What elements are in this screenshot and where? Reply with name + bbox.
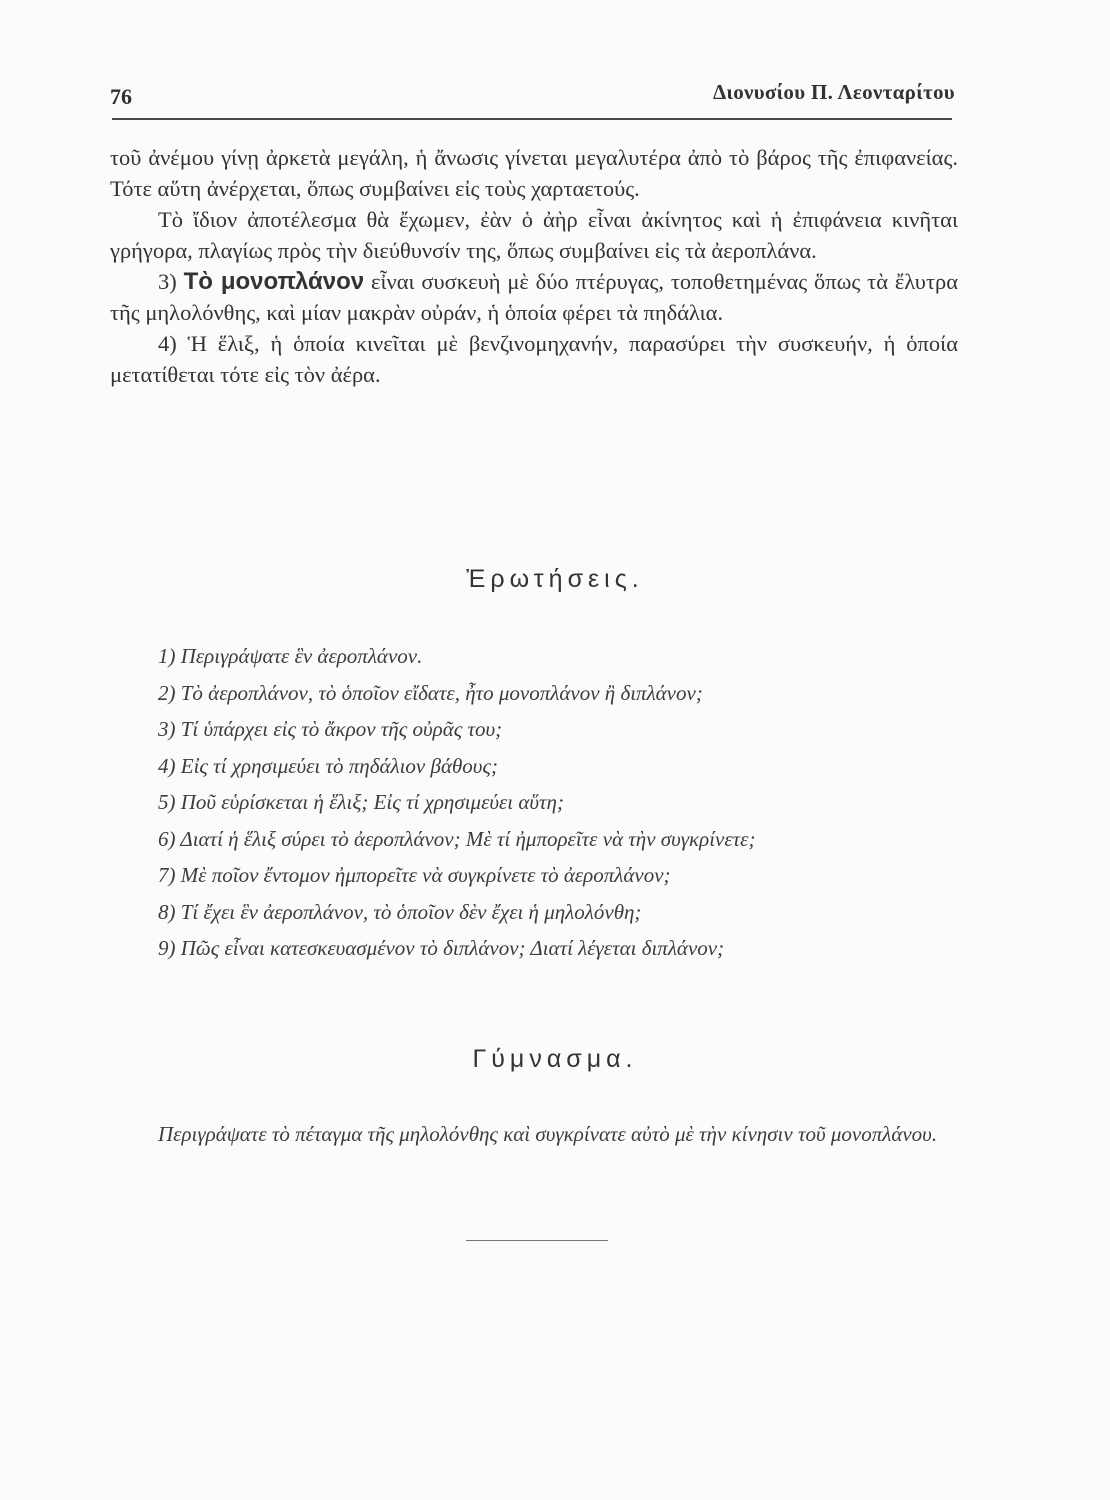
paragraph-3-text: εἶναι συσκευὴ μὲ δύο πτέρυγας, τοποθετημένας ὅπως τὰ ἔλυτρα τῆς μηλολόνθης, καὶ μίαν μακρὰν οὐράν, ἡ ὁποία φέρει τὰ πηδάλια. <box>110 269 959 325</box>
question-item: 2) Τὸ ἀεροπλάνον, τὸ ὁποῖον εἴδατε, ἦτο μονοπλάνον ἢ διπλάνον; <box>158 680 703 705</box>
exercise-heading-wrap <box>0 1045 1110 1074</box>
question-item: 9) Πῶς εἶναι κατεσκευασμένον τὸ διπλάνον; Διατί λέγεται διπλάνον; <box>158 936 725 960</box>
questions-list <box>110 638 960 967</box>
end-rule <box>466 1240 608 1241</box>
body-text <box>110 142 958 390</box>
question-item: 7) Μὲ ποῖον ἔντομον ἠμπορεῖτε νὰ συγκρίνετε τὸ ἀεροπλάνον; <box>158 863 671 887</box>
question-item: 5) Ποῦ εὑρίσκεται ἡ ἕλιξ; Εἰς τί χρησιμεύει αὕτη; <box>158 790 564 814</box>
running-head: Διονυσίου Π. Λεονταρίτου <box>712 80 955 104</box>
exercise-heading: Γύμνασμα. <box>472 1045 638 1073</box>
paragraph-3 <box>110 266 958 328</box>
page-header <box>110 76 955 116</box>
header-rule <box>112 118 952 120</box>
questions-heading: Ἐρωτήσεις. <box>466 565 644 593</box>
paragraph-4: 4) Ἡ ἕλιξ, ἡ ὁποία κινεῖται μὲ βενζινομηχανήν, παρασύρει τὴν συσκευήν, ἡ ὁποία μετατίθεται τότε εἰς τὸν ἀέρα. <box>110 331 958 387</box>
paragraph-2: Τὸ ἴδιον ἀποτέλεσμα θὰ ἔχωμεν, ἐὰν ὁ ἀὴρ εἶναι ἀκίνητος καὶ ἡ ἐπιφάνεια κινῆται γρήγορα, πλαγίως πρὸς τὴν διεύθυνσίν της, ὅπως συμβαίνει εἰς τὰ ἀεροπλάνα. <box>110 207 958 263</box>
question-item: 8) Τί ἔχει ἓν ἀεροπλάνον, τὸ ὁποῖον δὲν ἔχει ἡ μηλολόνθη; <box>158 899 642 924</box>
monoplane-term: Τὸ μονοπλάνον <box>183 268 365 295</box>
paragraph-3-number: 3) <box>158 269 177 294</box>
questions-heading-wrap <box>0 565 1110 594</box>
exercise-text: Περιγράψατε τὸ πέταγμα τῆς μηλολόνθης καὶ συγκρίνατε αὐτὸ μὲ τὴν κίνησιν τοῦ μονοπλάνου. <box>158 1122 938 1146</box>
question-item: 6) Διατί ἡ ἕλιξ σύρει τὸ ἀεροπλάνον; Μὲ τί ἠμπορεῖτε νὰ τὴν συγκρίνετε; <box>158 826 756 851</box>
question-item: 1) Περιγράψατε ἓν ἀεροπλάνον. <box>158 644 423 668</box>
paragraph-1: τοῦ ἀνέμου γίνῃ ἀρκετὰ μεγάλη, ἡ ἄνωσις γίνεται μεγαλυτέρα ἀπὸ τὸ βάρος τῆς ἐπιφανείας. Τότε αὕτη ἀνέρχεται, ὅπως συμβαίνει εἰς τοὺς χαρταετούς. <box>110 145 958 201</box>
page-number: 76 <box>110 84 132 109</box>
question-item: 3) Τί ὑπάρχει εἰς τὸ ἄκρον τῆς οὐρᾶς του; <box>158 717 503 741</box>
question-item: 4) Εἰς τί χρησιμεύει τὸ πηδάλιον βάθους; <box>158 753 498 778</box>
